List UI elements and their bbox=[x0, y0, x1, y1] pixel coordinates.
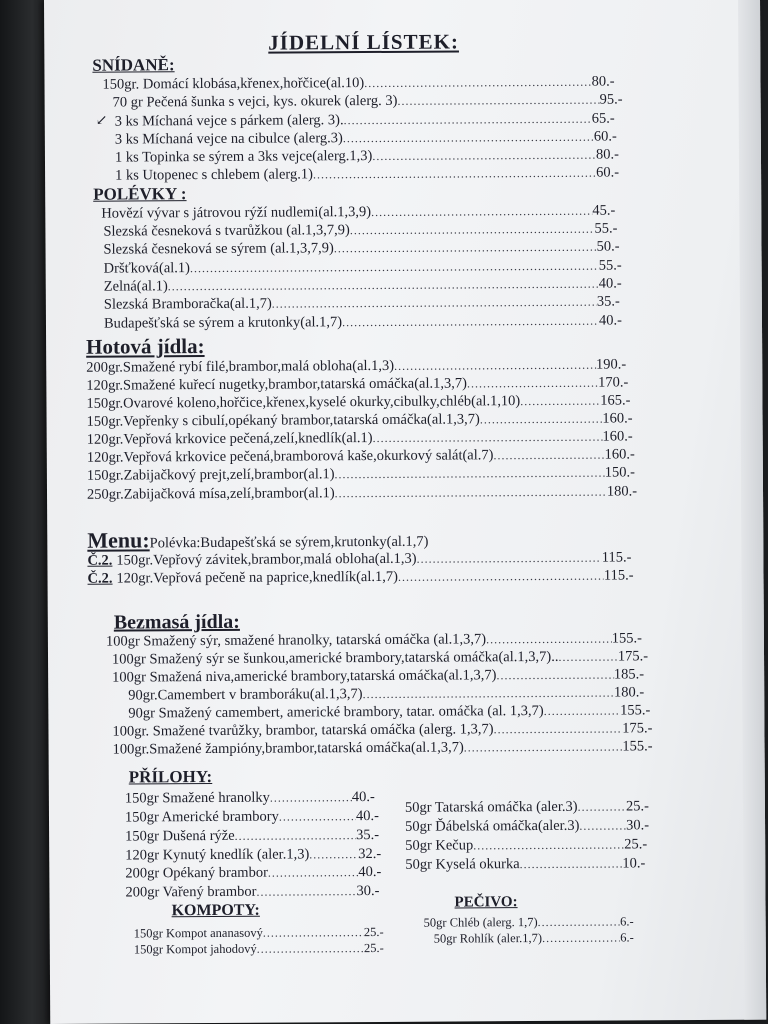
item-price: 60.- bbox=[596, 164, 620, 181]
item-price: 25.- bbox=[363, 924, 384, 940]
item-name: 1 ks Utopenec s chlebem (alerg.1) bbox=[115, 166, 313, 184]
main-dish-item bbox=[86, 356, 626, 376]
item-price: 60.- bbox=[593, 128, 617, 145]
item-price: 160.- bbox=[602, 428, 633, 445]
soup-item bbox=[103, 238, 619, 258]
dot-leader bbox=[480, 412, 603, 428]
compote-item bbox=[134, 941, 384, 958]
dot-leader bbox=[558, 650, 617, 665]
sauce-item bbox=[405, 798, 649, 816]
item-name: Budapešťská se sýrem a krutonky(al.1,7) bbox=[103, 314, 343, 332]
item-name: 3 ks Míchaná vejce na cibulce (alerg.3) bbox=[114, 130, 343, 148]
dot-leader bbox=[542, 930, 620, 945]
item-price: 6.- bbox=[620, 914, 634, 929]
pen-tick-mark: ↙ bbox=[95, 113, 108, 129]
menu-item-number: Č.2. bbox=[87, 552, 113, 569]
dot-leader bbox=[270, 790, 352, 806]
item-name: Slezská česneková se sýrem (al.1,3,7,9) bbox=[103, 240, 334, 258]
dot-leader bbox=[496, 668, 614, 684]
item-price: 80.- bbox=[595, 146, 620, 163]
item-price: 175.- bbox=[617, 648, 649, 665]
item-name: 50gr Kečup bbox=[405, 837, 474, 854]
main-dish-item bbox=[87, 428, 633, 448]
item-name: 150gr.Vepřenky s cibulí,opékaný brambor,tatarská omáčka(al.1,3,7) bbox=[86, 411, 480, 430]
main-dish-item bbox=[87, 446, 635, 466]
dot-leader bbox=[493, 448, 604, 464]
soup-item bbox=[104, 293, 620, 313]
dot-leader bbox=[486, 632, 612, 648]
item-price: 185.- bbox=[613, 666, 645, 683]
dot-leader bbox=[364, 75, 591, 91]
vegetarian-item bbox=[112, 666, 644, 686]
vegetarian-item bbox=[112, 720, 652, 740]
item-price: 150.- bbox=[604, 464, 635, 481]
item-price: 35.- bbox=[356, 826, 380, 844]
vegetarian-item bbox=[128, 702, 650, 722]
dot-leader bbox=[371, 204, 592, 220]
vegetarian-item bbox=[112, 648, 648, 668]
item-name: 150gr Kompot ananasový bbox=[133, 925, 263, 941]
breakfast-item bbox=[115, 111, 615, 131]
main-dish-item bbox=[86, 374, 628, 394]
side-dish-item bbox=[125, 827, 379, 846]
item-price: 190.- bbox=[595, 356, 627, 373]
item-name: 200gr.Smažené rybí filé,brambor,malá obloha(al.1,3) bbox=[86, 357, 395, 376]
dot-leader bbox=[363, 686, 615, 703]
dot-leader bbox=[394, 358, 596, 374]
item-price: 40.- bbox=[598, 275, 622, 292]
vegetarian-item bbox=[106, 630, 642, 650]
item-name: Dršťková(al.1) bbox=[103, 260, 191, 277]
dot-leader bbox=[464, 739, 623, 755]
dot-leader bbox=[372, 148, 596, 164]
breakfast-item bbox=[115, 129, 617, 149]
item-name: 150gr.Ovarové koleno,hořčice,křenex,kyselé okurky,cibulky,chléb(al.1,10) bbox=[86, 393, 521, 412]
dot-leader bbox=[235, 828, 357, 844]
item-price: 165.- bbox=[600, 392, 631, 409]
item-price: 160.- bbox=[602, 410, 633, 427]
item-name: 120gr.Vepřová krkovice pečená,bramborová kaše,okurkový salát(al.7) bbox=[86, 447, 494, 466]
item-price: 180.- bbox=[613, 684, 645, 701]
dot-leader bbox=[279, 809, 356, 824]
section-heading-polevky: POLÉVKY : bbox=[93, 184, 187, 204]
dot-leader bbox=[168, 277, 599, 295]
item-price: 180.- bbox=[606, 483, 638, 500]
item-name: 150gr Kompot jahodový bbox=[133, 941, 257, 957]
vegetarian-item bbox=[128, 684, 644, 704]
item-price: 155.- bbox=[611, 630, 642, 647]
item-name: 120gr.Vepřová krkovice pečená,zelí,knedlík(al.1) bbox=[86, 430, 373, 448]
dot-leader bbox=[538, 914, 621, 930]
item-name: 90gr Smažený camembert, americké brambory, tatar. omáčka (al. 1,3,7) bbox=[128, 702, 544, 722]
compote-item bbox=[134, 925, 384, 942]
item-name: 150gr Dušená rýže bbox=[125, 827, 235, 845]
item-price: 55.- bbox=[598, 257, 622, 274]
item-price: 25.- bbox=[625, 798, 649, 815]
dot-leader bbox=[256, 884, 356, 900]
item-price: 6.- bbox=[620, 930, 634, 945]
item-price: 40.- bbox=[351, 788, 375, 806]
item-name: 200gr Opékaný brambor bbox=[125, 864, 268, 882]
item-price: 95.- bbox=[599, 91, 623, 108]
dot-leader bbox=[494, 721, 623, 737]
dot-leader bbox=[397, 93, 599, 109]
item-price: 155.- bbox=[620, 702, 651, 719]
sauce-item bbox=[405, 855, 645, 873]
dot-leader bbox=[313, 166, 596, 183]
side-dish-item bbox=[125, 883, 379, 902]
item-price: 115.- bbox=[603, 567, 634, 584]
item-name: 120gr Kynutý knedlík (aler.1,3) bbox=[125, 846, 310, 864]
item-name: 200gr Vařený brambor bbox=[125, 883, 257, 901]
menu-sheet bbox=[44, 0, 766, 1024]
item-name: 50gr Kyselá okurka bbox=[405, 856, 520, 873]
item-name: 100gr Smažený sýr, smažené hranolky, tatarská omáčka (al.1,3,7) bbox=[105, 631, 487, 650]
section-heading-pecivo: PEČIVO: bbox=[454, 894, 518, 911]
dot-leader bbox=[350, 222, 595, 238]
main-dish-item bbox=[87, 483, 637, 503]
dot-leader bbox=[467, 376, 598, 392]
item-name: 1 ks Topinka se sýrem a 3ks vejce(alerg.1,3) bbox=[114, 147, 373, 166]
item-name: 150gr Smažené hranolky bbox=[124, 789, 270, 807]
breakfast-item bbox=[113, 91, 623, 111]
item-name: 120gr.Smažené kuřecí nugetky,brambor,tatarská omáčka(al.1,3,7) bbox=[86, 375, 467, 394]
dot-leader bbox=[372, 430, 602, 446]
breakfast-item bbox=[115, 164, 619, 184]
section-heading-prilohy: PŘÍLOHY: bbox=[128, 766, 213, 787]
daily-menu-soup: Polévka:Budapešťská se sýrem,krutonky(al.1,7) bbox=[149, 533, 429, 552]
item-price: 40.- bbox=[598, 312, 623, 329]
section-heading-snidane: SNÍDANĚ: bbox=[92, 55, 175, 75]
dot-leader bbox=[520, 856, 623, 872]
dot-leader bbox=[334, 240, 597, 257]
side-dish-item bbox=[125, 846, 381, 865]
side-dish-item bbox=[125, 789, 375, 808]
dot-leader bbox=[342, 314, 599, 331]
item-price: 160.- bbox=[604, 446, 635, 463]
item-price: 80.- bbox=[591, 73, 615, 90]
dot-leader bbox=[309, 847, 358, 862]
daily-menu-item bbox=[87, 567, 633, 587]
dot-leader bbox=[544, 703, 620, 718]
item-name: 50gr Ďábelská omáčka(aler.3) bbox=[405, 817, 580, 835]
section-heading-bezmasa: Bezmasá jídla: bbox=[113, 610, 240, 634]
menu-title: JÍDELNÍ LÍSTEK: bbox=[268, 29, 459, 55]
dot-leader bbox=[579, 818, 626, 833]
next-page-edge bbox=[738, 0, 766, 1020]
item-name: Zelná(al.1) bbox=[103, 278, 168, 295]
dot-leader bbox=[190, 259, 599, 276]
item-name: 150gr Americké brambory bbox=[124, 808, 279, 826]
daily-menu-soup-line bbox=[87, 526, 428, 554]
bread-item bbox=[434, 930, 634, 946]
item-price: 30.- bbox=[356, 882, 380, 900]
sauce-item bbox=[405, 817, 649, 835]
dot-leader bbox=[520, 394, 600, 409]
item-price: 10.- bbox=[622, 855, 646, 872]
breakfast-item bbox=[102, 74, 614, 94]
item-price: 115.- bbox=[601, 549, 632, 566]
item-name: 150gr.Zabijačkový prejt,zelí,brambor(al.1) bbox=[86, 466, 335, 484]
daily-menu-item bbox=[87, 549, 631, 569]
section-heading-hotova: Hotová jídla: bbox=[86, 334, 205, 359]
item-name: 50gr Tatarská omáčka (aler.3) bbox=[404, 798, 578, 816]
item-price: 175.- bbox=[622, 720, 653, 737]
item-price: 65.- bbox=[591, 110, 615, 127]
item-name: 100gr.Smažené žampióny,brambor,tatarská omáčka(al.1,3,7) bbox=[112, 739, 464, 758]
menu-item-number: Č.2. bbox=[87, 570, 113, 587]
item-name: 100gr Smažená niva,americké brambory,tatarská omáčka(al.1,3,7) bbox=[112, 667, 497, 686]
main-dish-item bbox=[87, 464, 635, 484]
section-heading-menu: Menu: bbox=[87, 527, 150, 553]
item-price: 30.- bbox=[626, 817, 650, 834]
soup-item bbox=[104, 312, 622, 332]
dot-leader bbox=[268, 865, 359, 881]
section-heading-kompoty: KOMPOTY: bbox=[171, 901, 260, 920]
item-price: 50.- bbox=[596, 238, 620, 255]
item-price: 40.- bbox=[358, 863, 382, 881]
dot-leader bbox=[578, 799, 626, 814]
soup-item bbox=[104, 275, 622, 295]
breakfast-item bbox=[115, 146, 619, 166]
item-price: 170.- bbox=[598, 374, 629, 391]
item-name: 50gr Chléb (alerg. 1,7) bbox=[423, 915, 538, 930]
dot-leader bbox=[417, 551, 602, 567]
soup-item bbox=[101, 203, 615, 223]
item-price: 40.- bbox=[355, 807, 380, 825]
item-name: 150gr. Domácí klobása,křenex,hořčice(al.10) bbox=[102, 75, 365, 93]
item-price: 155.- bbox=[622, 738, 653, 755]
main-dish-item bbox=[87, 410, 633, 430]
dot-leader bbox=[344, 112, 592, 129]
item-price: 35.- bbox=[596, 293, 620, 310]
item-price: 55.- bbox=[594, 220, 618, 237]
sauce-item bbox=[405, 836, 647, 854]
item-price: 25.- bbox=[363, 940, 384, 956]
item-price: 32.- bbox=[358, 845, 382, 863]
item-name: 100gr. Smažené tvarůžky, brambor, tatarská omáčka (alerg. 1,3,7) bbox=[112, 721, 494, 740]
dot-leader bbox=[272, 295, 597, 312]
item-name: 70 gr Pečená šunka s vejci, kys. okurek (alerg. 3) bbox=[112, 92, 398, 111]
item-name: 150gr.Vepřový závitek,brambor,malá obloha(al.1,3) bbox=[116, 550, 417, 569]
item-name: 100gr Smažený sýr se šunkou,americké brambory,tatarská omáčka(al.1,3,7).. bbox=[111, 648, 559, 668]
dot-leader bbox=[335, 485, 607, 502]
dot-leader bbox=[263, 925, 364, 941]
item-price: 45.- bbox=[592, 202, 616, 219]
item-name: Slezská Bramboračka(al.1,7) bbox=[103, 295, 272, 313]
soup-item bbox=[103, 221, 617, 241]
dot-leader bbox=[398, 569, 604, 585]
dot-leader bbox=[334, 466, 604, 483]
item-name: 120gr.Vepřová pečeně na paprice,knedlík(al.1,7) bbox=[116, 568, 399, 587]
item-name: Slezská česneková s tvarůžkou (al.1,3,7,9) bbox=[103, 222, 350, 240]
item-price: 25.- bbox=[624, 836, 648, 853]
item-name: Hovězí vývar s játrovou rýží nudlemi(al.1,3,9) bbox=[101, 204, 372, 222]
dot-leader bbox=[473, 837, 624, 853]
item-name: 90gr.Camembert v bramboráku(al.1,3,7) bbox=[128, 686, 363, 704]
dot-leader bbox=[257, 941, 364, 957]
side-dish-item bbox=[125, 864, 381, 883]
main-dish-item bbox=[86, 392, 630, 412]
item-name: 3 ks Míchaná vejce s párkem (alerg. 3). bbox=[114, 112, 344, 130]
vegetarian-item bbox=[113, 738, 653, 758]
item-name: 50gr Rohlík (aler.1,7) bbox=[433, 930, 543, 946]
item-name: 250gr.Zabijačková mísa,zelí,brambor(al.1) bbox=[86, 485, 335, 503]
dot-leader bbox=[343, 130, 594, 147]
side-dish-item bbox=[125, 808, 379, 827]
soup-item bbox=[104, 257, 622, 277]
bread-item bbox=[424, 914, 634, 930]
